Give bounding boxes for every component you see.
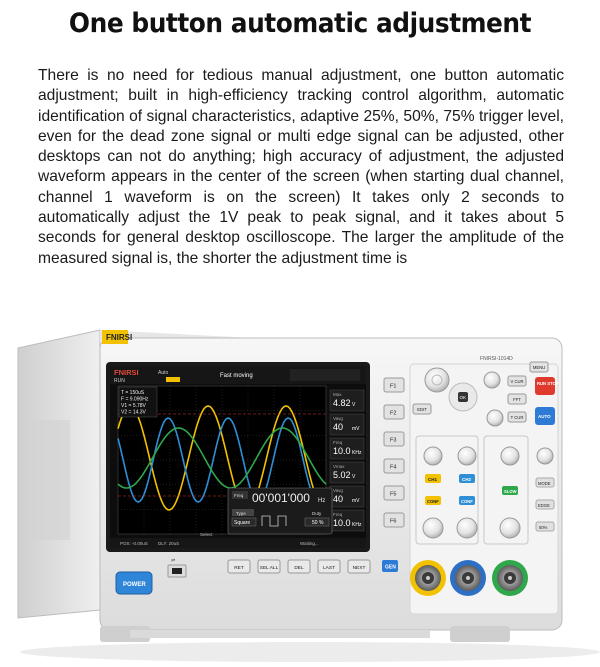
ch2-position-knob[interactable] [458,447,476,465]
screen-pos: POS: -0.00uS [120,541,148,546]
measure-unit: KHz [352,450,362,456]
panel-key-label: T CUR [510,415,524,420]
bottom-button-label: LAST [323,566,335,571]
ch1-bnc-connector[interactable] [410,560,446,596]
oscilloscope-product-image [0,300,600,667]
ch1-button-label: CH1 [428,477,438,482]
gen-button-label: GEN [385,564,396,571]
popup-duty-value: 50 % [312,520,324,526]
f-key-label: F5 [390,491,397,498]
measure-value: 10.0 [333,446,351,456]
ch2-button-label: CH2 [462,477,472,482]
screen-brand: FNIRSI [114,368,139,377]
measure-label: Max [333,392,342,397]
screen-auto: Auto [158,370,169,376]
measure-label: Vmax [333,464,345,469]
measure-value: 40 [333,422,344,432]
bottom-button-label: DEL [294,566,304,571]
case-brand-label: FNIRSI [106,333,133,342]
popup-duty-label: Duty [312,511,322,516]
panel-key-label: FFT [513,397,521,402]
bottom-button-label: NEXT [352,566,366,571]
popup-freq-value: 00'001'000 [252,491,310,505]
scale-knob[interactable] [487,410,503,426]
auto-button-label: AUTO [538,414,551,419]
model-label: FNIRSI-1014D [480,356,513,362]
oscilloscope-screen [110,366,366,548]
ok-button-label: OK [459,395,467,400]
screen-status: Fast moving [220,373,253,379]
cursor-readout: T = 150uS [121,390,145,396]
panel-key-label: MENU [532,365,546,370]
page-heading: One button automatic adjustment [68,8,532,39]
mode-button-label: MODE [538,481,551,486]
description-text: There is no need for tedious manual adjustment, one button automatic adjustment; built in high-efficiency tracking control algorithm, automatic identification of signal characteristics, adaptive 25%, 50%, 75% trigger level, even for the dead zone signal or multi edge signal can be adjusted, other desktops can not do anything; high accuracy of adjustment, the adjusted waveform appears in the center of the screen (when starting dual channel, channel 1 waveform is on the screen) It takes only 2 seconds to automatically adjust the 1V peak to peak signal, and it takes about 5 seconds for general desktop oscilloscope. The larger the amplitude of the measured signal is, the shorter the adjustment time is [38,67,564,267]
bottom-button-label: RET [234,566,244,571]
usb-icon: ⇌ [171,558,176,564]
measure-value: 40 [333,494,344,504]
run-stop-button[interactable] [535,377,555,395]
edge-button-label: EDGE [538,503,550,508]
measure-label: Vavg [333,416,343,421]
slow-button-label: SLOW [504,489,517,494]
measure-label: Freq [333,512,343,517]
ch2-scale-knob[interactable] [457,518,477,538]
measure-unit: V [352,474,356,480]
measure-unit: mV [352,426,360,432]
horizontal-position-knob[interactable] [501,447,519,465]
panel-key-label: EDIT [417,407,427,412]
ch2-bnc-connector[interactable] [450,560,486,596]
direction-pad[interactable] [449,383,477,411]
measure-unit: mV [352,498,360,504]
measure-value: 5.02 [333,470,351,480]
screen-select: Select [200,532,213,537]
measure-unit: KHz [352,522,362,528]
ch2-conf-label: CONF [461,499,473,504]
popup-freq-unit: Hz [318,498,326,504]
f-key-label: F3 [390,437,397,444]
cursor-readout: F = 9.090Hz [121,396,149,403]
ch1-scale-knob[interactable] [423,518,443,538]
measure-value: 4.82 [333,398,351,408]
f-key-label: F1 [390,383,397,390]
f-key-label: F6 [390,518,397,525]
ch1-conf-label: CONF [427,499,439,504]
f-key-label: F2 [390,410,397,417]
popup-freq-label: Freq [234,493,244,498]
timebase-knob[interactable] [500,518,520,538]
bottom-button-label: SEL ALL [259,566,279,571]
multipurpose-knob[interactable] [425,368,449,392]
position-knob[interactable] [484,372,500,388]
ch1-position-knob[interactable] [424,447,442,465]
screen-dly: DLY: 20uS [158,541,180,546]
f-key-label: F4 [390,464,397,471]
popup-type-label: Type [236,511,246,516]
measure-label: Freq [333,440,343,445]
screen-waiting: Waiting... [300,541,319,546]
fifty-percent-label: 50% [539,525,548,530]
cursor-readout: V1 = 5.78V [121,403,146,409]
measure-label: Vavg [333,488,343,493]
measure-unit: V [352,402,356,408]
trigger-level-knob[interactable] [537,448,553,464]
panel-key-label: V CUR [510,379,524,384]
gen-bnc-connector[interactable] [492,560,528,596]
power-button-label: POWER [123,582,146,588]
screen-mode: RUN [114,378,125,384]
cursor-readout: V2 = 14.3V [121,409,146,416]
popup-type-value: Square [234,520,251,526]
run-stop-label: RUN STOP [537,381,559,386]
measure-value: 10.0 [333,518,351,528]
